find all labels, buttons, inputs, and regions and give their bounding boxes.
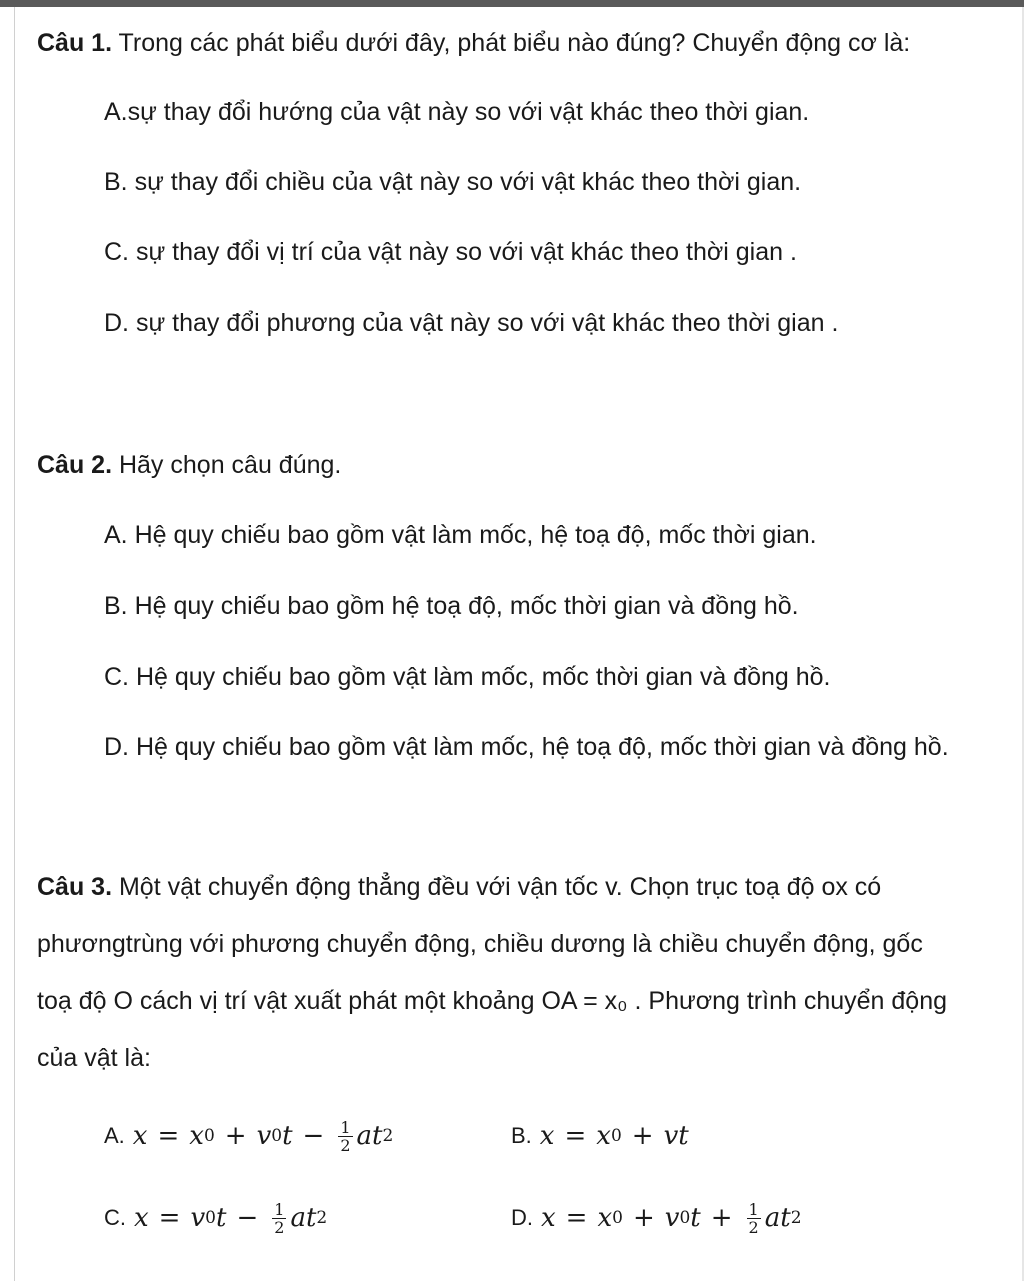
math-sub: 0 [203, 1126, 215, 1146]
question-1 [37, 27, 910, 59]
q3-option-a [104, 1116, 393, 1156]
math-fraction [338, 1119, 352, 1154]
fraction-denominator: 2 [274, 1217, 285, 1237]
math-sub: 0 [679, 1208, 691, 1228]
q3-option-b-label: B. [511, 1123, 532, 1148]
math-var: a [356, 1121, 373, 1151]
top-border [0, 0, 1024, 7]
math-var: t [282, 1121, 293, 1151]
math-op: = [565, 1203, 588, 1233]
fraction-numerator: 1 [274, 1199, 285, 1219]
fraction-numerator: 1 [748, 1199, 759, 1219]
math-var: v [664, 1203, 680, 1233]
math-var: x [541, 1203, 556, 1233]
question-2 [37, 449, 341, 481]
q2-option-b: B. Hệ quy chiếu bao gồm hệ toạ độ, mốc thời gian và đồng hồ. [104, 592, 799, 620]
math-sup: 2 [316, 1208, 328, 1228]
math-fraction [747, 1201, 761, 1236]
math-sup: 2 [790, 1208, 802, 1228]
math-var: v [256, 1121, 272, 1151]
math-op: = [564, 1121, 587, 1151]
math-sup: 2 [382, 1126, 394, 1146]
q2-option-c: C. Hệ quy chiếu bao gồm vật làm mốc, mốc thời gian và đồng hồ. [104, 663, 831, 691]
q1-option-c: C. sự thay đổi vị trí của vật này so với vật khác theo thời gian . [104, 238, 797, 266]
math-sub: 0 [610, 1126, 622, 1146]
question-2-label: Câu 2. [37, 451, 113, 479]
fraction-denominator: 2 [340, 1135, 351, 1155]
math-var: t [678, 1121, 689, 1151]
question-1-text: Trong các phát biểu dưới đây, phát biểu nào đúng? Chuyển động cơ là: [112, 29, 911, 57]
math-op: + [632, 1203, 655, 1233]
q1-option-a: A.sự thay đổi hướng của vật này so với vật khác theo thời gian. [104, 98, 810, 126]
math-op: + [224, 1121, 247, 1151]
question-3-text-1: Một vật chuyển động thẳng đều với vận tốc v. Chọn trục toạ độ ox có [112, 873, 882, 901]
math-var: a [764, 1203, 781, 1233]
math-op: + [631, 1121, 654, 1151]
q1-option-b: B. sự thay đổi chiều của vật này so với vật khác theo thời gian. [104, 168, 802, 196]
math-var: t [216, 1203, 227, 1233]
q3-option-a-label: A. [104, 1123, 125, 1148]
q3-option-b [511, 1116, 689, 1156]
math-var: x [596, 1121, 611, 1151]
math-fraction [272, 1201, 286, 1236]
math-var: x [539, 1121, 555, 1151]
math-sub: 0 [271, 1126, 283, 1146]
question-3-line-4: của vật là: [37, 1044, 151, 1072]
fraction-denominator: 2 [748, 1217, 759, 1237]
math-sub: 0 [612, 1208, 623, 1228]
math-var: v [190, 1203, 206, 1233]
math-op: = [158, 1203, 181, 1233]
math-var: t [780, 1203, 791, 1233]
question-3-line-3: toạ độ O cách vị trí vật xuất phát một khoảng OA = x₀ . Phương trình chuyển động [37, 987, 947, 1015]
q2-option-a: A. Hệ quy chiếu bao gồm vật làm mốc, hệ toạ độ, mốc thời gian. [104, 521, 817, 549]
math-var: t [690, 1203, 701, 1233]
question-1-label: Câu 1. [37, 29, 113, 57]
math-op: − [236, 1203, 259, 1233]
math-op: = [157, 1121, 180, 1151]
math-sub: 0 [205, 1208, 216, 1228]
q3-option-d [511, 1198, 802, 1238]
math-op: + [710, 1203, 733, 1233]
math-var: t [372, 1121, 383, 1151]
question-3-label: Câu 3. [37, 873, 113, 901]
question-3-line-1 [37, 871, 881, 903]
math-var: x [597, 1203, 613, 1233]
math-var: x [134, 1203, 149, 1233]
q3-option-d-label: D. [511, 1205, 533, 1230]
math-var: x [132, 1121, 148, 1151]
q2-option-d: D. Hệ quy chiếu bao gồm vật làm mốc, hệ toạ độ, mốc thời gian và đồng hồ. [104, 733, 949, 761]
left-border [14, 7, 15, 1281]
question-2-text: Hãy chọn câu đúng. [112, 451, 342, 479]
q1-option-d: D. sự thay đổi phương của vật này so với vật khác theo thời gian . [104, 309, 839, 337]
math-var: a [290, 1203, 306, 1233]
math-var: v [663, 1121, 679, 1151]
question-3-line-2: phươngtrùng với phương chuyển động, chiều dương là chiều chuyển động, gốc [37, 930, 923, 958]
q3-option-c [104, 1198, 327, 1238]
q3-option-c-label: C. [104, 1205, 126, 1230]
fraction-numerator: 1 [340, 1117, 351, 1137]
math-var: x [189, 1121, 204, 1151]
math-op: − [302, 1121, 325, 1151]
math-var: t [305, 1203, 317, 1233]
